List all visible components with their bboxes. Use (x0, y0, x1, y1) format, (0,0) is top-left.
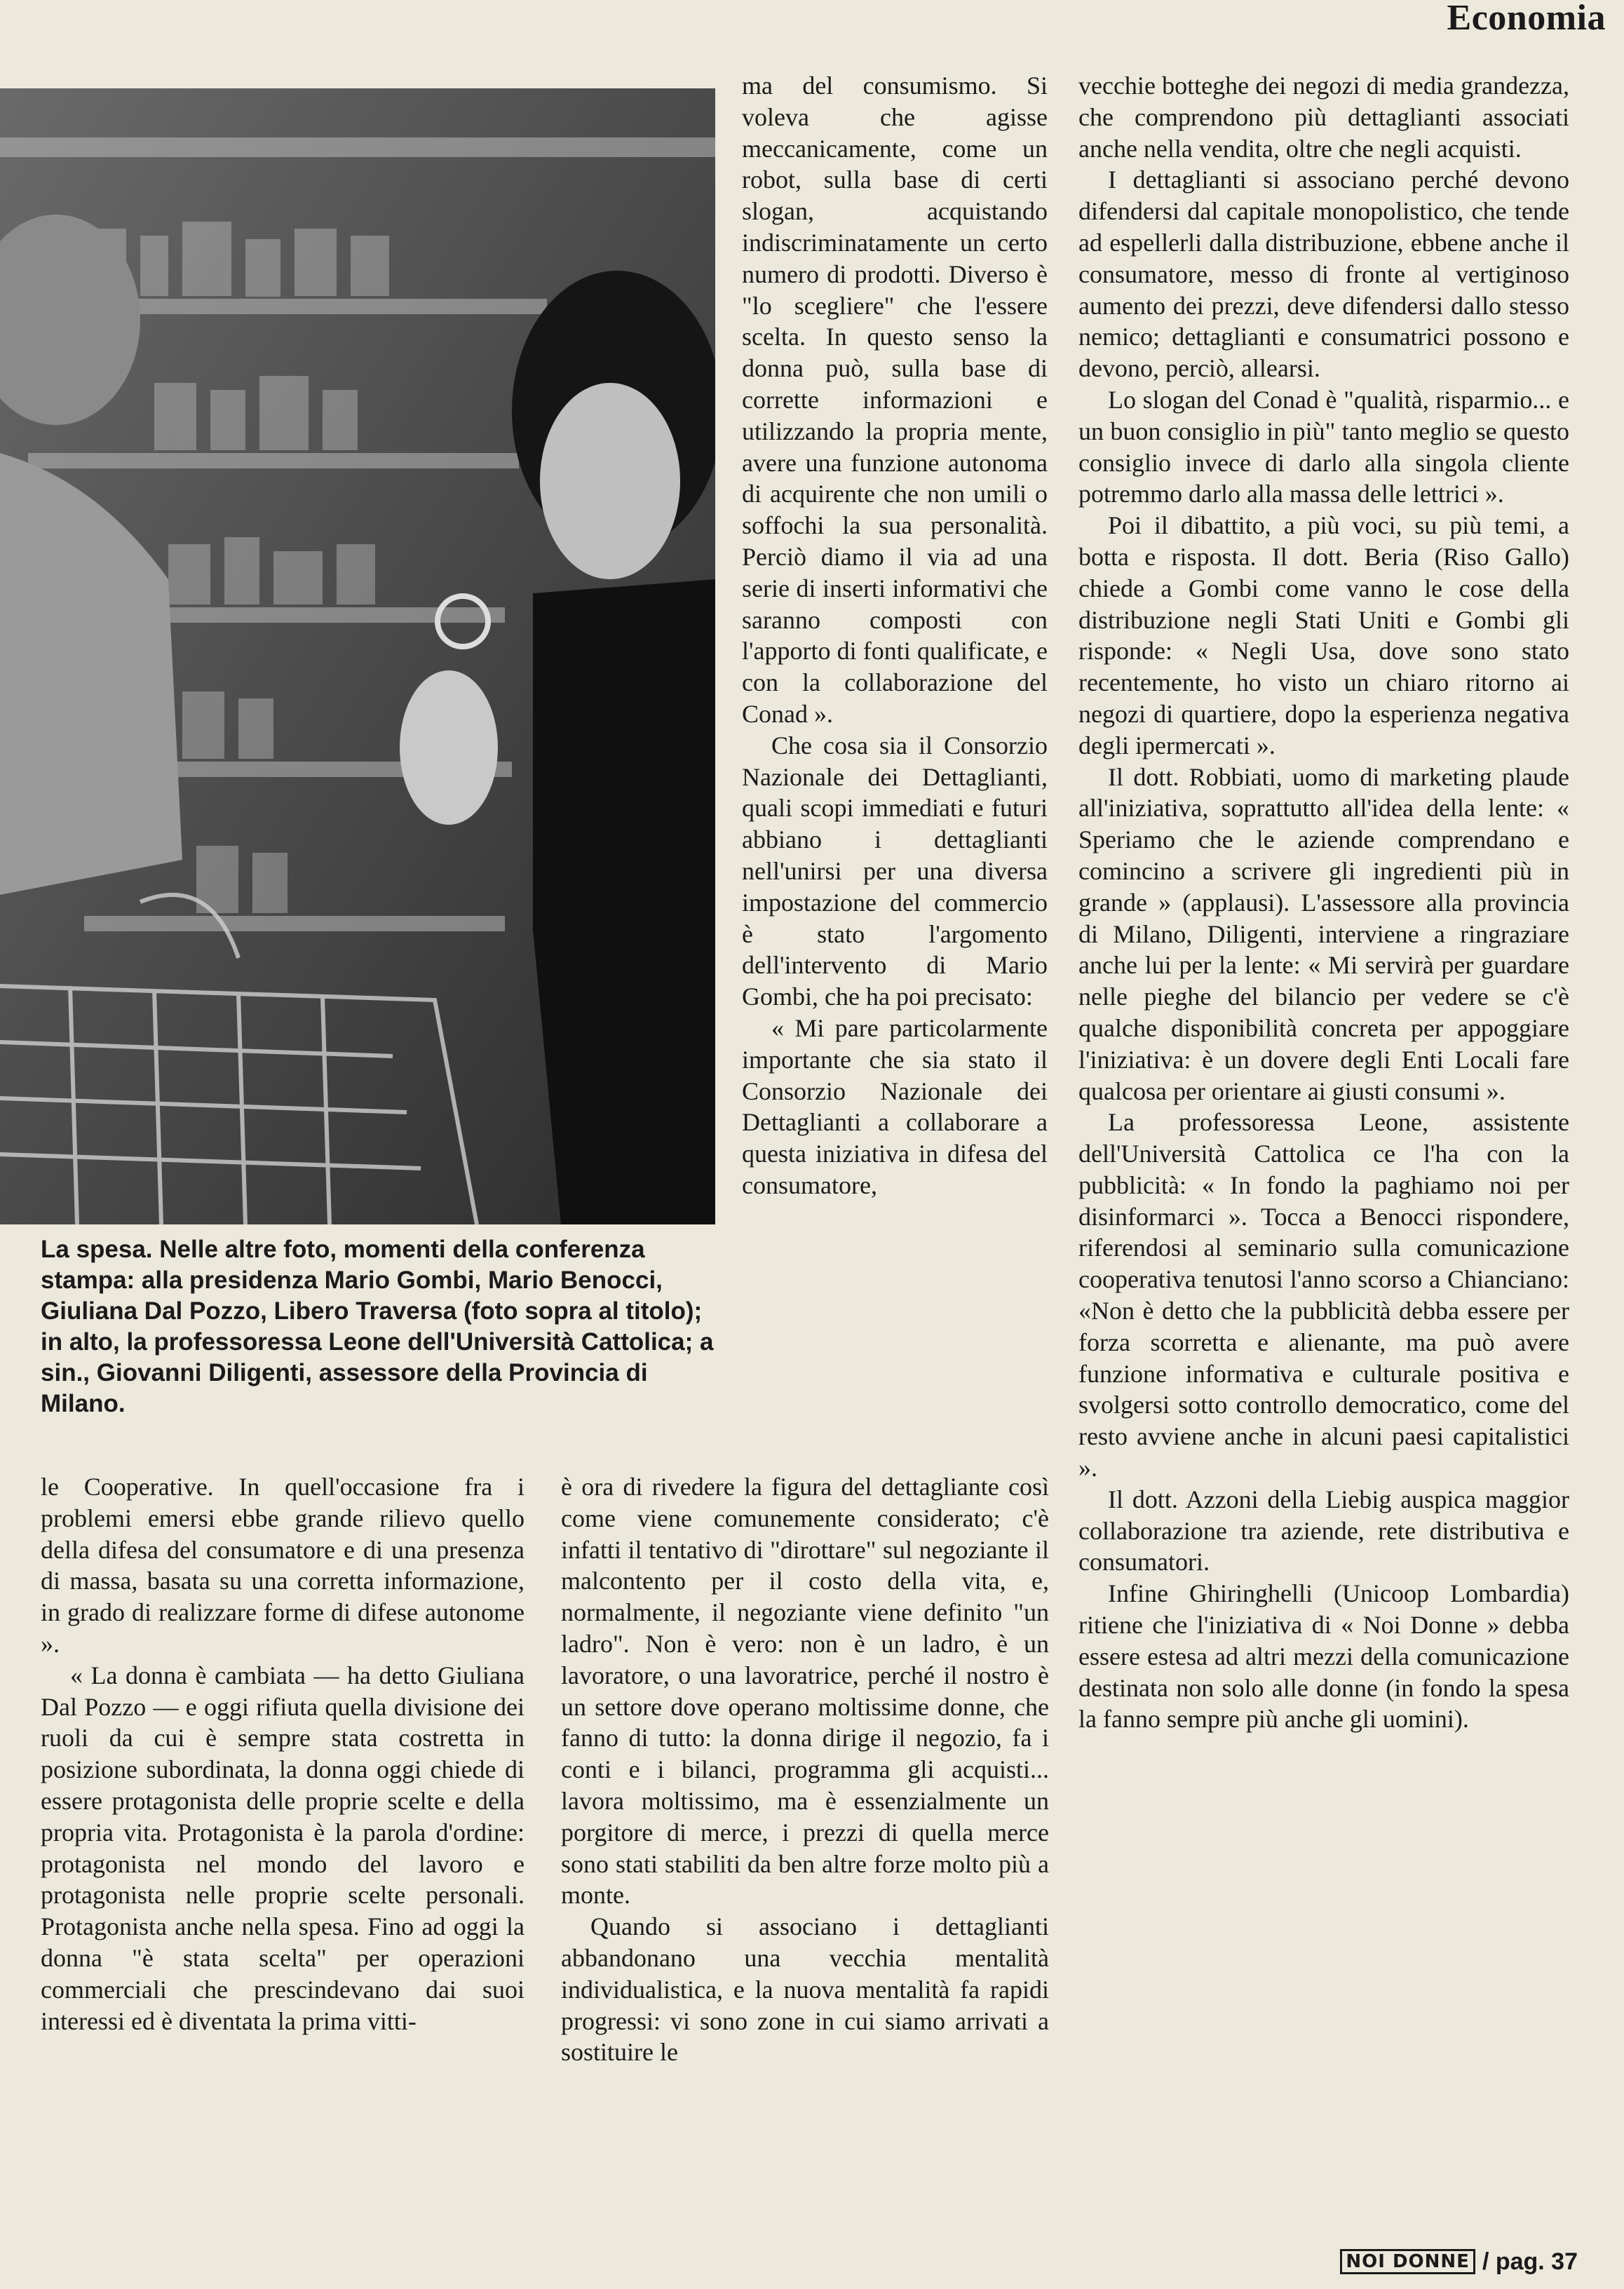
paragraph: « Mi pare particolarmente importante che sia stato il Consorzio Nazionale dei Dettaglianti a collaborare a questa iniziativa in difesa del consumatore, (742, 1013, 1048, 1199)
paragraph: le Cooperative. In quell'occasione fra i problemi emersi ebbe grande rilievo quello della difesa del consumatore e di una presenza di massa, basata su una corretta informazione, in grado di realizzare forme di difese autonome ». (41, 1473, 525, 1658)
paragraph: Il dott. Robbiati, uomo di marketing plaude all'iniziativa, soprattutto all'idea della lente: « Speriamo che le aziende comprendano e comincino a scrivere gli ingredienti più in grande » (applausi). L'assessore alla provincia di Milano, Diligenti, interviene a ringraziare anche lui per la lente: « Mi servirà per guardare nelle pieghe del bilancio per vedere se c'è qualche disponibilità concreta per appoggiare l'iniziativa: è un dovere degli Enti Locali fare qualcosa per orientare ai giusti consumi ». (1078, 762, 1569, 1105)
paragraph: La professoressa Leone, assistente dell'Università Cattolica ce l'ha con la pubblicità: « In fondo la paghiamo noi per disinformarci ». Tocca a Benocci rispondere, riferendosi al seminario sulla comunicazione cooperativa tenutosi l'anno scorso a Chianciano: «Non è detto che la pubblicità debba essere per forza scorretta e alienante, ma può avere funzione informativa e culturale positiva e svolgersi sotto controllo democratico, come del resto avviene anche in alcuni paesi capitalistici ». (1078, 1108, 1569, 1483)
page-footer (1339, 2244, 1578, 2279)
paragraph: Il dott. Azzoni della Liebig auspica maggior collaborazione tra aziende, rete distributiva e consumatori. (1078, 1485, 1569, 1576)
paragraph: Infine Ghiringhelli (Unicoop Lombardia) ritiene che l'iniziativa di « Noi Donne » debba essere estesa ad altri mezzi della comunicazione destinata non solo alle donne (in fondo la spesa la fanno sempre più anche gli uomini). (1078, 1579, 1569, 1734)
paragraph: è ora di rivedere la figura del dettagliante così come viene comunemente considerato; c'è infatti il tentativo di "dirottare" sul negoziante il malcontento per il costo della vita, e, normalmente, il negoziante viene definito "un ladro". Non è vero: non è un ladro, è un lavoratore, o una lavoratrice, perché il nostro è un settore dove operano moltissime donne, che fanno di tutto: la donna dirige il negozio, fa i conti e i bilanci, programma gli acquisti... lavora moltissimo, ma è essenzialmente un porgitore di merce, i prezzi di quella merce sono stati stabiliti da ben altre forze molto più a monte. (561, 1473, 1049, 1910)
paragraph: Lo slogan del Conad è "qualità, risparmio... e un buon consiglio in più" tanto meglio se questo consiglio invece di darlo alla singola cliente potremmo darlo alla massa delle lettrici ». (1078, 385, 1569, 508)
paragraph: I dettaglianti si associano perché devono difendersi dal capitale monopolistico, che tende ad espellerli dalla distribuzione, ebbene anche il consumatore, messo di fronte al vertiginoso aumento dei prezzi, deve difendersi dallo stesso nemico; dettaglianti e consumatrici possono e devono, perciò, allearsi. (1078, 166, 1569, 383)
photo-caption (41, 1234, 721, 1419)
page-number: / pag. 37 (1482, 2248, 1578, 2275)
paragraph: « La donna è cambiata — ha detto Giuliana Dal Pozzo — e oggi rifiuta quella divisione dei ruoli da cui è sempre stata costretta in posizione subordinata, la donna oggi chiede di essere protagonista delle proprie scelte e della propria vita. Protagonista è la parola d'ordine: protagonista nel mondo del lavoro e protagonista nelle proprie scelte personali. Protagonista anche nella spesa. Fino ad oggi la donna "è stata scelta" per operazioni commerciali che prescindevano dai suoi interessi ed è diventata la prima vitti- (41, 1661, 525, 2035)
paragraph: Che cosa sia il Consorzio Nazionale dei Dettaglianti, quali scopi immediati e futuri abbiano i dettaglianti nell'unirsi per una diversa impostazione del commercio è stato l'argomento dell'intervento di Mario Gombi, che ha poi precisato: (742, 731, 1048, 1011)
photo-supermarket-icon (0, 88, 715, 1224)
article-column-1 (41, 1471, 525, 2037)
section-title: Economia (1447, 0, 1606, 38)
article-column-2 (742, 70, 1048, 1201)
paragraph: Quando si associano i dettaglianti abbandonano una vecchia mentalità individualistica, e la nuova mentalità fa rapidi progressi: vi sono zone in cui siamo arrivati a sostituire le (561, 1912, 1049, 2067)
caption-text: La spesa. Nelle altre foto, momenti della conferenza stampa: alla presidenza Mario Gombi, Mario Benocci, Giuliana Dal Pozzo, Libero Traversa (foto sopra al titolo); in alto, la professoressa Leone dell'Università Cattolica; a sin., Giovanni Diligenti, assessore della Provincia di Milano. (41, 1236, 714, 1417)
article-column-3 (1078, 70, 1569, 1735)
paragraph: Poi il dibattito, a più voci, su più temi, a botta e risposta. Il dott. Beria (Riso Gallo) chiede a Gombi come vanno le cose della distribuzione negli Stati Uniti e Gombi gli risponde: « Negli Usa, dove sono stato recentemente, ho visto un chiaro ritorno ai negozi di quartiere, dopo la esperienza negativa degli ipermercati ». (1078, 511, 1569, 759)
magazine-logo: NOI DONNE (1340, 2249, 1475, 2274)
paragraph: ma del consumismo. Si voleva che agisse meccanicamente, come un robot, sulla base di certi slogan, acquistando indiscriminatamente un certo numero di prodotti. Diverso è "lo scegliere" che l'essere scelta. In questo senso la donna può, sulla base di corrette informazioni e utilizzando la propria mente, avere una funzione autonoma di acquirente che non umili o soffochi la sua personalità. Perciò diamo il via ad una serie di inserti informativi che saranno composti con l'apporto di fonti qualificate, e con la collaborazione del Conad ». (742, 72, 1048, 728)
supermarket-photo (0, 88, 715, 1224)
article-column-middle (561, 1471, 1049, 2068)
paragraph: vecchie botteghe dei negozi di media grandezza, che comprendono più dettaglianti associati anche nella vendita, oltre che negli acquisti. (1078, 72, 1569, 163)
